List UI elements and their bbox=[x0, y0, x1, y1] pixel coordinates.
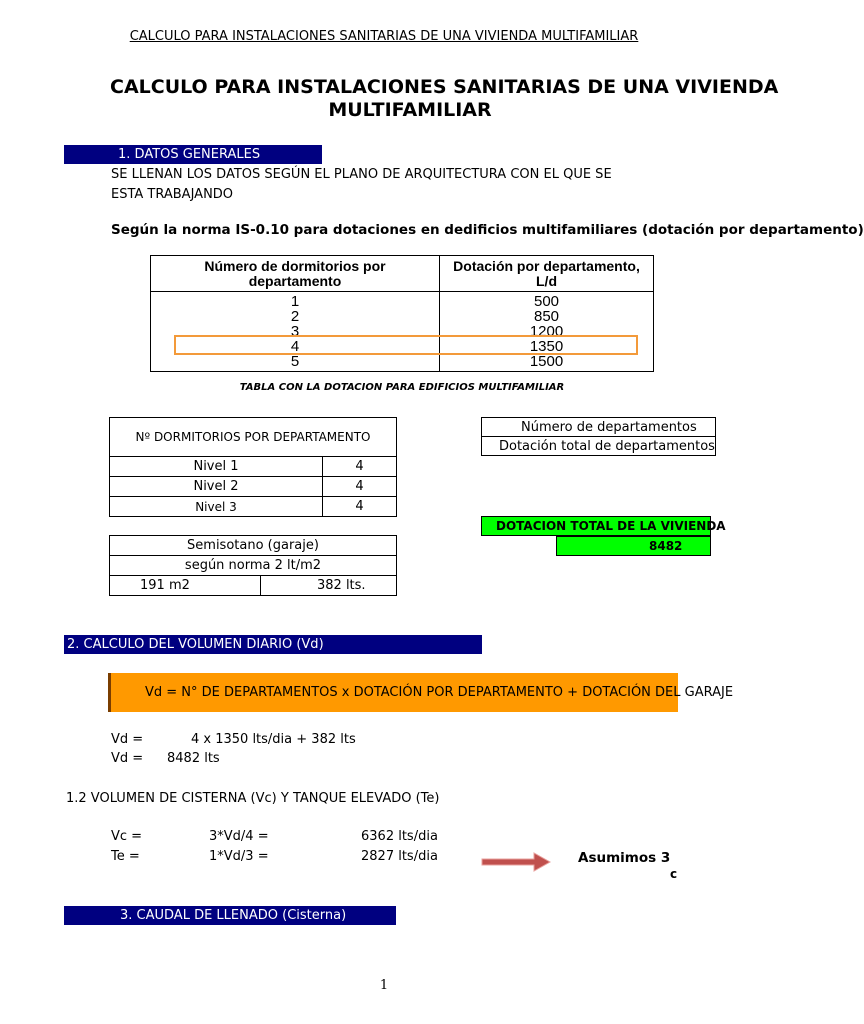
nivel-value: 4 bbox=[323, 497, 397, 517]
section-1-band bbox=[64, 145, 322, 164]
dorm-table-header: Nº DORMITORIOS POR DEPARTAMENTO bbox=[110, 418, 397, 457]
vc-label: Vc = bbox=[111, 829, 143, 844]
te-label: Te = bbox=[111, 849, 140, 864]
total-dotation-value: 8482 bbox=[649, 539, 683, 553]
table-row bbox=[482, 418, 716, 437]
table-row bbox=[482, 437, 716, 456]
table-row bbox=[110, 497, 397, 517]
section-1-text-line-2: ESTA TRABAJANDO bbox=[111, 187, 234, 202]
nivel-label: Nivel 1 bbox=[110, 457, 323, 477]
dorm-table bbox=[109, 417, 397, 517]
formula-text: Vd = N° DE DEPARTAMENTOS x DOTACIÓN POR DEPARTAMENTO + DOTACIÓN DEL GARAJE bbox=[145, 685, 734, 700]
dot-value: 1500 bbox=[529, 353, 564, 370]
dot-value: 1200 bbox=[529, 323, 564, 340]
section-1-title: 1. DATOS GENERALES bbox=[118, 147, 261, 162]
dotation-table-body bbox=[151, 292, 654, 372]
table-row bbox=[110, 477, 397, 497]
dotation-table-header bbox=[151, 256, 654, 292]
nivel-label: Nivel 2 bbox=[110, 477, 323, 497]
dorm-value: 4 bbox=[290, 338, 300, 355]
dept-dotation-label: Dotación total de departamentos bbox=[482, 437, 716, 456]
table-row bbox=[110, 536, 397, 556]
highlight-row-box bbox=[174, 335, 638, 355]
vd-label-2: Vd = bbox=[111, 751, 144, 766]
total-dotation-value-box bbox=[556, 536, 711, 556]
section-1-2-title: 1.2 VOLUMEN DE CISTERNA (Vc) Y TANQUE ELEVADO (Te) bbox=[66, 791, 440, 806]
garage-table bbox=[109, 535, 397, 596]
vc-expression: 3*Vd/4 = bbox=[209, 829, 269, 844]
formula-box bbox=[108, 673, 734, 712]
dot-value: 1350 bbox=[529, 338, 564, 355]
section-2-title: 2. CALCULO DEL VOLUMEN DIARIO (Vd) bbox=[67, 637, 324, 652]
nivel-label: Nivel 3 bbox=[110, 497, 323, 517]
garage-norma: según norma 2 lt/m2 bbox=[110, 556, 397, 576]
garage-area: 191 m2 bbox=[110, 576, 261, 596]
dorm-value: 2 bbox=[290, 308, 300, 325]
table-row bbox=[110, 457, 397, 477]
dot-value: 500 bbox=[533, 293, 560, 310]
section-1-text bbox=[111, 165, 612, 205]
page-header: CALCULO PARA INSTALACIONES SANITARIAS DE UNA VIVIENDA MULTIFAMILIAR bbox=[129, 29, 639, 44]
te-expression: 1*Vd/3 = bbox=[209, 849, 269, 864]
dorm-value: 1 bbox=[290, 293, 300, 310]
garage-title: Semisotano (garaje) bbox=[110, 536, 397, 556]
dot-column bbox=[440, 292, 654, 372]
arrow-right-icon bbox=[480, 850, 552, 874]
assume-text-line-2: c bbox=[670, 867, 678, 881]
garage-total: 382 lts. bbox=[261, 576, 397, 596]
document-title bbox=[110, 76, 779, 122]
total-dotation-label-box bbox=[481, 516, 726, 536]
section-3-band bbox=[64, 906, 396, 925]
page-number: 1 bbox=[379, 978, 389, 993]
norma-text: Según la norma IS-0.10 para dotaciones en dedificios multifamiliares (dotación por departamento) bbox=[111, 222, 864, 238]
dot-value: 850 bbox=[533, 308, 560, 325]
table-caption: TABLA CON LA DOTACION PARA EDIFICIOS MULTIFAMILIAR bbox=[239, 382, 565, 393]
header-dotacion: Dotación por departamento, L/d bbox=[440, 256, 654, 292]
total-dotation-label: DOTACION TOTAL DE LA VIVIENDA bbox=[496, 519, 726, 533]
te-value: 2827 lts/dia bbox=[361, 849, 438, 864]
dept-table bbox=[481, 417, 716, 456]
dorm-table-header-row bbox=[110, 418, 397, 457]
nivel-value: 4 bbox=[323, 477, 397, 497]
dorm-value: 5 bbox=[290, 353, 300, 370]
section-3-title: 3. CAUDAL DE LLENADO (Cisterna) bbox=[120, 908, 347, 923]
nivel-value: 4 bbox=[323, 457, 397, 477]
title-line-1: CALCULO PARA INSTALACIONES SANITARIAS DE UNA VIVIENDA bbox=[110, 76, 779, 98]
dorm-column bbox=[151, 292, 440, 372]
vd-label: Vd = bbox=[111, 732, 144, 747]
dorm-value: 3 bbox=[290, 323, 300, 340]
vd-result: 8482 lts bbox=[167, 751, 220, 766]
section-2-band bbox=[64, 635, 482, 654]
table-row bbox=[110, 576, 397, 596]
assume-text: Asumimos 3 bbox=[578, 850, 671, 866]
section-1-text-line-1: SE LLENAN LOS DATOS SEGÚN EL PLANO DE ARQUITECTURA CON EL QUE SE bbox=[111, 167, 612, 182]
title-line-2: MULTIFAMILIAR bbox=[328, 99, 492, 121]
dept-count-label: Número de departamentos bbox=[482, 418, 716, 437]
table-row bbox=[110, 556, 397, 576]
vd-expression: 4 x 1350 lts/dia + 382 lts bbox=[191, 732, 356, 747]
vc-value: 6362 lts/dia bbox=[361, 829, 438, 844]
header-dormitorios: Número de dormitorios por departamento bbox=[151, 256, 440, 292]
